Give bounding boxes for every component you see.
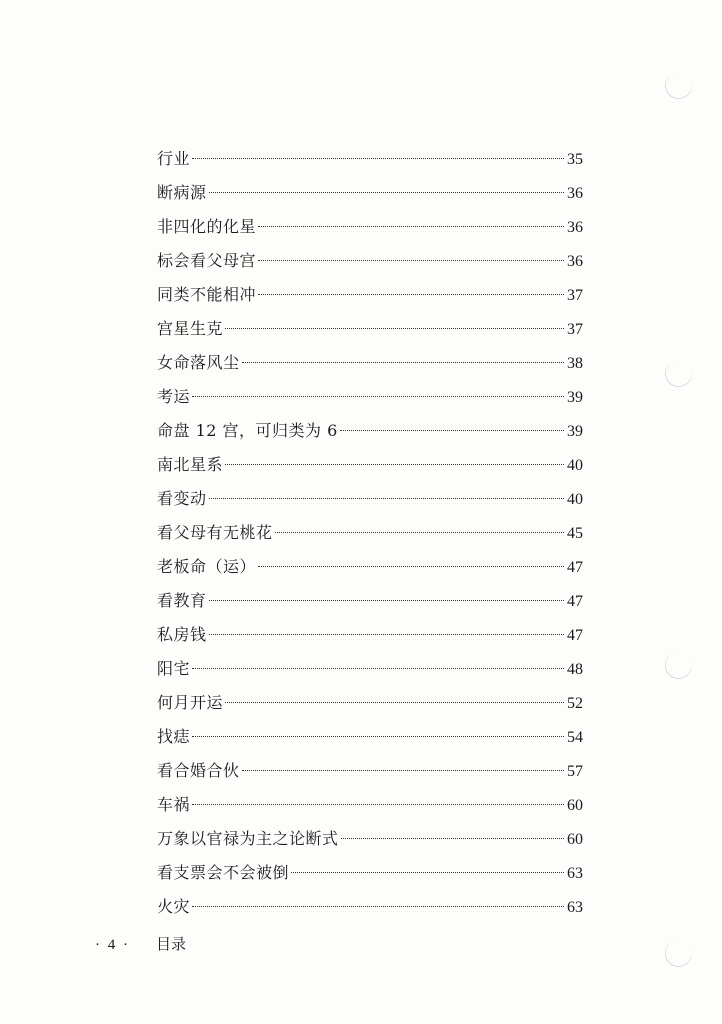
punch-hole-mark xyxy=(661,648,696,683)
dot-leader xyxy=(291,872,564,873)
dot-leader xyxy=(192,668,564,669)
toc-entry-page-number: 40 xyxy=(567,457,583,474)
toc-entry xyxy=(157,482,583,516)
toc-entry-page-number: 54 xyxy=(567,729,583,746)
toc-entry xyxy=(157,890,583,924)
toc-entry-title: 宫星生克 xyxy=(157,319,224,338)
dot-leader xyxy=(340,430,564,431)
toc-entry-page-number: 57 xyxy=(567,763,583,780)
dot-leader xyxy=(192,736,564,737)
toc-entry-page-number: 45 xyxy=(567,525,583,542)
toc-entry xyxy=(157,448,583,482)
toc-entry-page-number: 47 xyxy=(567,559,583,576)
toc-entry-title: 命盘 12 宫，可归类为 6 xyxy=(157,421,338,440)
dot-leader xyxy=(242,362,564,363)
toc-entry xyxy=(157,380,583,414)
dot-leader xyxy=(258,294,564,295)
dot-leader xyxy=(209,634,564,635)
toc-entry-page-number: 48 xyxy=(567,661,583,678)
toc-entry xyxy=(157,516,583,550)
toc-entry-page-number: 47 xyxy=(567,627,583,644)
footer-page-number: · 4 · xyxy=(95,937,130,953)
toc-entry-page-number: 40 xyxy=(567,491,583,508)
punch-hole-mark xyxy=(661,936,696,971)
toc-entry-title: 非四化的化星 xyxy=(157,217,257,236)
toc-entry xyxy=(157,346,583,380)
toc-entry xyxy=(157,550,583,584)
toc-entry-title: 看变动 xyxy=(157,489,207,508)
toc-entry-page-number: 52 xyxy=(567,695,583,712)
toc-entry xyxy=(157,584,583,618)
toc-entry xyxy=(157,720,583,754)
dot-leader xyxy=(258,226,564,227)
dot-leader xyxy=(225,702,564,703)
dot-leader xyxy=(242,770,564,771)
dot-leader xyxy=(192,906,564,907)
dot-leader xyxy=(225,328,564,329)
dot-leader xyxy=(275,532,564,533)
toc-entry-title: 万象以官禄为主之论断式 xyxy=(157,829,339,848)
toc-entry-title: 考运 xyxy=(157,387,191,406)
dot-leader xyxy=(209,600,564,601)
toc-entry-page-number: 63 xyxy=(567,899,583,916)
toc-entry-page-number: 36 xyxy=(567,219,583,236)
toc-entry xyxy=(157,788,583,822)
dot-leader xyxy=(209,192,564,193)
toc-entry-title: 老板命（运） xyxy=(157,557,257,576)
toc-entry-title: 断病源 xyxy=(157,183,207,202)
dot-leader xyxy=(341,838,564,839)
toc-entry xyxy=(157,822,583,856)
dot-leader xyxy=(209,498,564,499)
toc-entry xyxy=(157,856,583,890)
toc-entry-page-number: 37 xyxy=(567,321,583,338)
dot-leader xyxy=(192,158,564,159)
toc-entry-title: 看支票会不会被倒 xyxy=(157,863,290,882)
toc-entry xyxy=(157,278,583,312)
toc-entry-title: 行业 xyxy=(157,149,191,168)
toc-entry-title: 看教育 xyxy=(157,591,207,610)
page-footer xyxy=(95,933,186,954)
toc-entry-title: 看父母有无桃花 xyxy=(157,523,273,542)
toc-entry-title: 找痣 xyxy=(157,727,191,746)
footer-section-label: 目录 xyxy=(156,935,187,953)
dot-leader xyxy=(192,804,564,805)
toc-entry-title: 何月开运 xyxy=(157,693,224,712)
toc-entry-title: 看合婚合伙 xyxy=(157,761,240,780)
toc-entry xyxy=(157,244,583,278)
toc-entry-title: 女命落风尘 xyxy=(157,353,240,372)
toc-entry-title: 南北星系 xyxy=(157,455,224,474)
toc-entry xyxy=(157,618,583,652)
punch-hole-mark xyxy=(661,68,696,103)
toc-entry xyxy=(157,686,583,720)
toc-entry-page-number: 60 xyxy=(567,831,583,848)
table-of-contents xyxy=(157,142,583,924)
toc-entry-page-number: 38 xyxy=(567,355,583,372)
dot-leader xyxy=(192,396,564,397)
toc-entry xyxy=(157,414,583,448)
toc-entry-page-number: 60 xyxy=(567,797,583,814)
toc-entry-title: 阳宅 xyxy=(157,659,191,678)
toc-entry-title: 车祸 xyxy=(157,795,191,814)
toc-entry-title: 同类不能相冲 xyxy=(157,285,257,304)
toc-entry-page-number: 39 xyxy=(567,389,583,406)
toc-entry xyxy=(157,312,583,346)
toc-entry-page-number: 39 xyxy=(567,423,583,440)
toc-entry-title: 私房钱 xyxy=(157,625,207,644)
toc-entry-page-number: 35 xyxy=(567,151,583,168)
dot-leader xyxy=(258,566,564,567)
toc-entry xyxy=(157,210,583,244)
dot-leader xyxy=(258,260,564,261)
toc-entry-title: 火灾 xyxy=(157,897,191,916)
toc-entry-page-number: 47 xyxy=(567,593,583,610)
toc-entry xyxy=(157,652,583,686)
toc-entry-title: 标会看父母宫 xyxy=(157,251,257,270)
punch-hole-mark xyxy=(661,356,696,391)
toc-entry xyxy=(157,176,583,210)
dot-leader xyxy=(225,464,564,465)
toc-entry-page-number: 36 xyxy=(567,253,583,270)
toc-entry-page-number: 36 xyxy=(567,185,583,202)
toc-entry xyxy=(157,754,583,788)
toc-entry-page-number: 37 xyxy=(567,287,583,304)
toc-entry-page-number: 63 xyxy=(567,865,583,882)
toc-entry xyxy=(157,142,583,176)
